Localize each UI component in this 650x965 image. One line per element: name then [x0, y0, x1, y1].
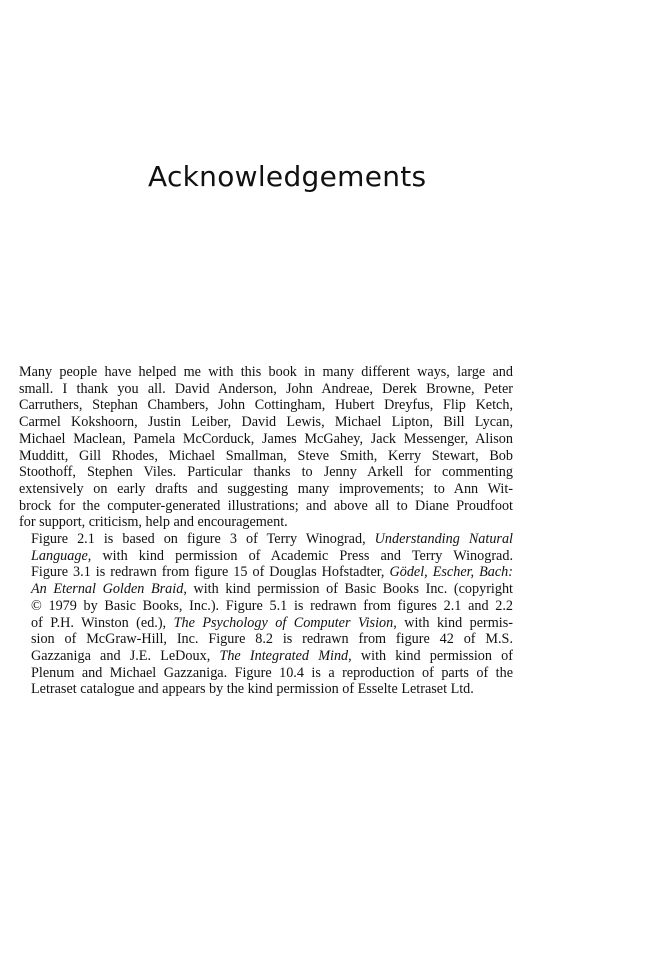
italic-title: Understanding Natural	[374, 531, 513, 548]
text-line	[19, 581, 513, 598]
italic-title: The Integrated Mind	[219, 647, 349, 664]
text-run: Figure 2.1 is based on figure 3 of Terry Winograd,	[31, 531, 375, 548]
text-run: © 1979 by Basic Books, Inc.). Figure 5.1 is redrawn from figures 2.1 and 2.2	[31, 597, 513, 614]
text-run: small. I thank you all. David Anderson, John Andreae, Derek Browne, Peter	[19, 380, 513, 397]
page-title: Acknowledgements	[148, 160, 427, 193]
italic-title: The Psychology of Computer Vision	[173, 614, 394, 631]
text-run: , with kind permis-	[393, 614, 513, 631]
text-line	[19, 665, 513, 682]
text-run: sion of McGraw-Hill, Inc. Figure 8.2 is redrawn from figure 42 of M.S.	[31, 631, 513, 648]
text-line	[19, 381, 513, 398]
text-line	[19, 631, 513, 648]
text-line	[19, 514, 513, 531]
text-line	[19, 615, 513, 632]
text-run: extensively on early drafts and suggesting many improvements; to Ann Wit-	[19, 480, 513, 497]
text-line	[19, 648, 513, 665]
text-line	[19, 681, 513, 698]
italic-title: An Eternal Golden Braid	[31, 581, 184, 598]
text-run: Letraset catalogue and appears by the kind permission of Esselte Letraset Ltd.	[31, 681, 474, 698]
text-run: Michael Maclean, Pamela McCorduck, James McGahey, Jack Messenger, Alison	[19, 430, 513, 447]
text-line	[19, 431, 513, 448]
text-run: , with kind permission of Academic Press and Terry Winograd.	[87, 547, 513, 564]
text-run: Mudditt, Gill Rhodes, Michael Smallman, Steve Smith, Kerry Stewart, Bob	[19, 447, 513, 464]
text-run: Carmel Kokshoorn, Justin Leiber, David Lewis, Michael Lipton, Bill Lycan,	[19, 414, 513, 431]
text-line	[19, 598, 513, 615]
text-run: brock for the computer-generated illustrations; and above all to Diane Proudfoot	[19, 497, 513, 514]
italic-title: Gödel, Escher, Bach:	[389, 564, 513, 581]
text-run: Many people have helped me with this book in many different ways, large and	[19, 364, 513, 380]
text-line	[19, 498, 513, 515]
acknowledgements-body	[19, 364, 513, 698]
text-line	[19, 364, 513, 381]
text-line	[19, 481, 513, 498]
text-line	[19, 464, 513, 481]
text-run: Gazzaniga and J.E. LeDoux,	[31, 647, 220, 664]
text-line	[19, 531, 513, 548]
text-run: Carruthers, Stephan Chambers, John Cottingham, Hubert Dreyfus, Flip Ketch,	[19, 397, 513, 414]
text-line	[19, 564, 513, 581]
text-run: Plenum and Michael Gazzaniga. Figure 10.4 is a reproduction of parts of the	[31, 664, 513, 681]
text-line	[19, 414, 513, 431]
text-run: of P.H. Winston (ed.),	[31, 614, 174, 631]
text-line	[19, 548, 513, 565]
text-run: , with kind permission of	[348, 647, 514, 664]
text-run: Stoothoff, Stephen Viles. Particular thanks to Jenny Arkell for commenting	[19, 464, 513, 481]
text-line	[19, 448, 513, 465]
text-run: Figure 3.1 is redrawn from figure 15 of Douglas Hofstadter,	[31, 564, 390, 581]
italic-title: Language	[31, 547, 88, 564]
text-line	[19, 397, 513, 414]
text-run: for support, criticism, help and encouragement.	[19, 514, 288, 531]
text-run: , with kind permission of Basic Books Inc. (copyright	[183, 581, 514, 598]
paragraph	[19, 531, 513, 698]
paragraph	[19, 364, 513, 531]
